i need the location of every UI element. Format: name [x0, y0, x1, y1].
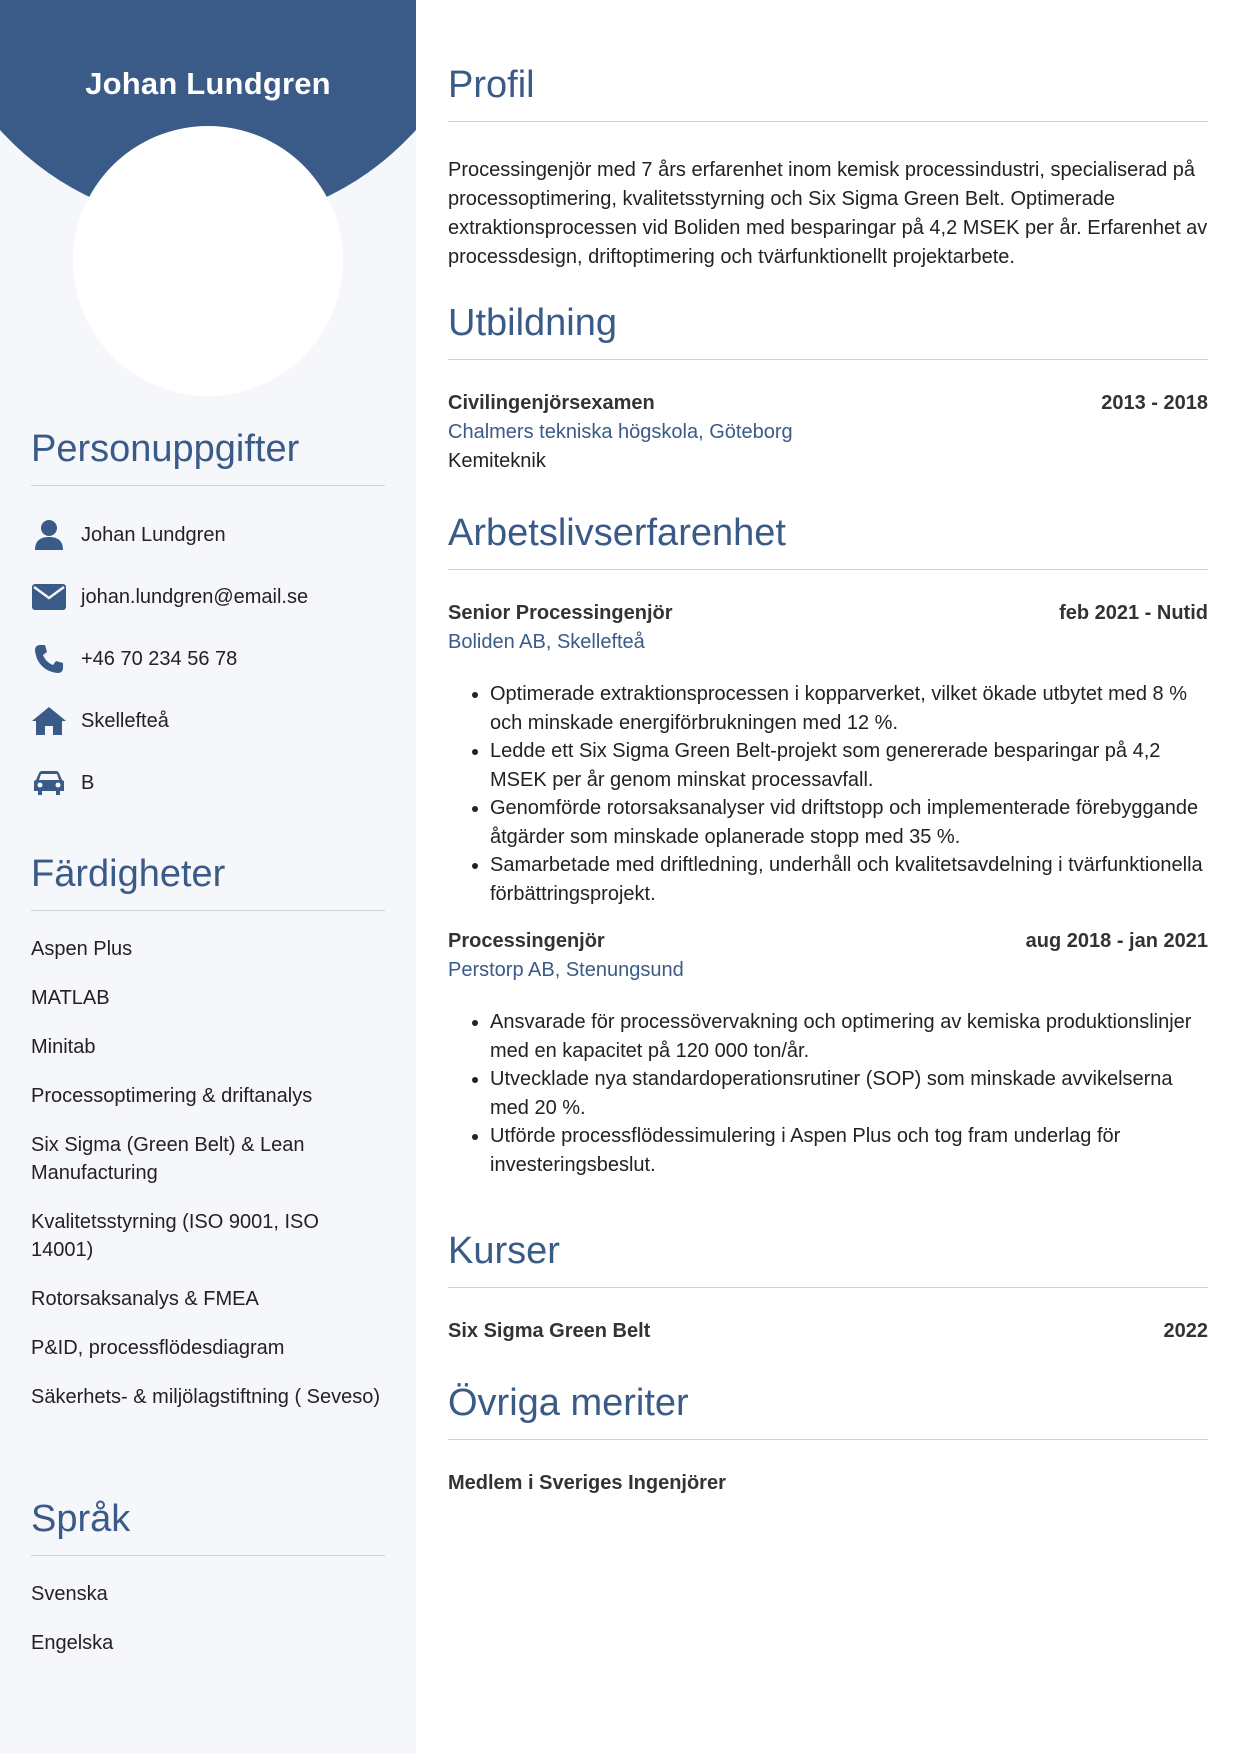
contact-location-text: Skellefteå [81, 709, 169, 732]
course-title: Six Sigma Green Belt [448, 1320, 651, 1342]
languages-list [31, 1580, 385, 1657]
home-icon [31, 704, 67, 738]
other-merits-section [448, 1382, 1208, 1495]
merit-title: Medlem i Sveriges Ingenjörer [448, 1472, 726, 1494]
skill-item: MATLAB [31, 987, 110, 1009]
profile-section [448, 64, 1208, 272]
person-icon [31, 518, 67, 552]
phone-icon [31, 642, 67, 676]
course-date: 2022 [1163, 1320, 1208, 1342]
contact-license-text: B [81, 771, 95, 794]
contact-name [31, 504, 385, 566]
duty-item: • Optimerade extraktionsprocessen i kopparverket, vilket ökade utbytet med 8 % och minskade energiförbrukningen med 12 %. [490, 680, 1208, 737]
skill-item: Rotorsaksanalys & FMEA [31, 1288, 259, 1310]
duty-item: • Ledde ett Six Sigma Green Belt-projekt som genererade besparingar på 4,2 MSEK per år genom minskat processavfall. [490, 737, 1208, 794]
contact-license [31, 752, 385, 814]
education-entry [448, 392, 1208, 473]
job-date: aug 2018 - jan 2021 [1025, 930, 1208, 952]
job-title: Senior Processingenjör [448, 602, 673, 624]
duty-item: • Ansvarade för processövervakning och optimering av kemiska produktionslinjer med en kapacitet på 120 000 ton/år. [490, 1008, 1208, 1065]
skill-item: Kvalitetsstyrning (ISO 9001, ISO 14001) [31, 1211, 319, 1261]
job-employer: Boliden AB, Skellefteå [448, 631, 645, 653]
job-employer: Perstorp AB, Stenungsund [448, 959, 684, 981]
education-heading: Utbildning [448, 302, 1208, 360]
car-icon [31, 766, 67, 800]
education-field: Kemiteknik [448, 450, 546, 472]
profile-text: Processingenjör med 7 års erfarenhet inom kemisk processindustri, specialiserad på processoptimering, kvalitetsstyrning och Six Sigma Green Belt. Optimerade extraktionsprocessen vid Boliden med besparingar på 4,2 MSEK per år. Erfarenhet av processdesign, driftoptimering och tvärfunktionellt projektarbete. [448, 159, 1208, 268]
candidate-name: Johan Lundgren [85, 66, 331, 101]
envelope-icon [31, 580, 67, 614]
skill-item: Processoptimering & driftanalys [31, 1085, 313, 1107]
contact-name-text: Johan Lundgren [81, 523, 226, 546]
contact-email-text[interactable]: johan.lundgren@email.se [81, 585, 309, 608]
job-title: Processingenjör [448, 930, 605, 952]
personal-info-heading: Personuppgifter [31, 428, 385, 486]
duty-item: • Samarbetade med driftledning, underhåll och kvalitetsavdelning i tvärfunktionella förbättringsprojekt. [490, 851, 1208, 908]
contact-phone-text[interactable]: +46 70 234 56 78 [81, 647, 238, 670]
other-merits-heading: Övriga meriter [448, 1382, 1208, 1440]
contact-list [31, 504, 385, 814]
contact-email [31, 566, 385, 628]
job-duties [448, 680, 1208, 908]
profile-heading: Profil [448, 64, 1208, 122]
skill-item: Six Sigma (Green Belt) & Lean Manufacturing [31, 1134, 305, 1184]
experience-entry [448, 602, 1208, 908]
sidebar [0, 0, 416, 1754]
job-date: feb 2021 - Nutid [1059, 602, 1208, 624]
courses-section [448, 1230, 1208, 1343]
languages-section [31, 1498, 385, 1657]
education-section [448, 302, 1208, 473]
contact-phone [31, 628, 385, 690]
job-duties [448, 1008, 1208, 1179]
skill-item: Minitab [31, 1036, 96, 1058]
skills-heading: Färdigheter [31, 853, 385, 911]
personal-info-section [31, 428, 385, 814]
languages-heading: Språk [31, 1498, 385, 1556]
duty-item: • Utförde processflödessimulering i Aspen Plus och tog fram underlag för investeringsbeslut. [490, 1122, 1208, 1179]
duty-item: • Genomförde rotorsaksanalyser vid driftstopp och implementerade förebyggande åtgärder som minskade oplanerade stopp med 35 %. [490, 794, 1208, 851]
skill-item: Säkerhets- & miljölagstiftning ( Seveso) [31, 1386, 381, 1408]
education-date: 2013 - 2018 [1101, 392, 1208, 414]
skills-list [31, 935, 385, 1411]
courses-heading: Kurser [448, 1230, 1208, 1288]
experience-entry [448, 930, 1208, 1179]
skill-item: P&ID, processflödesdiagram [31, 1337, 285, 1359]
merit-entry [448, 1472, 1208, 1495]
skill-item: Aspen Plus [31, 938, 133, 960]
skills-section [31, 853, 385, 1411]
profile-photo-placeholder [73, 126, 343, 396]
course-entry [448, 1320, 1208, 1343]
duty-item: • Utvecklade nya standardoperationsrutiner (SOP) som minskade avvikelserna med 20 %. [490, 1065, 1208, 1122]
experience-section [448, 512, 1208, 1179]
language-item: Svenska [31, 1583, 108, 1605]
language-item: Engelska [31, 1632, 114, 1654]
contact-location [31, 690, 385, 752]
experience-heading: Arbetslivserfarenhet [448, 512, 1208, 570]
education-school: Chalmers tekniska högskola, Göteborg [448, 421, 793, 443]
education-degree: Civilingenjörsexamen [448, 392, 655, 414]
